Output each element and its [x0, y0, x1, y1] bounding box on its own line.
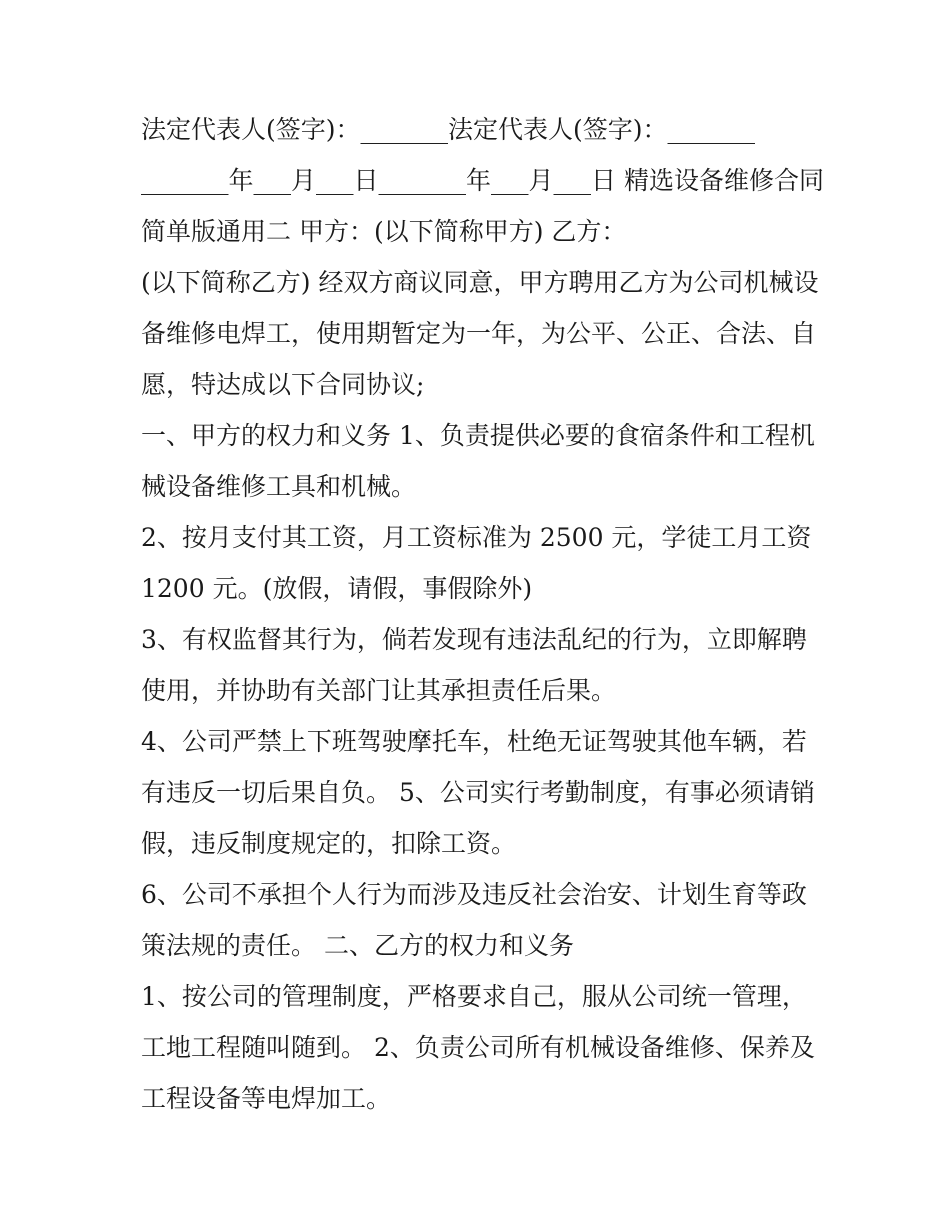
text-line: 工程设备等电焊加工。 [141, 1084, 392, 1113]
text-line: 1、按公司的管理制度，严格要求自己，服从公司统一管理， [141, 982, 807, 1011]
text-line: 2、按月支付其工资，月工资标准为 2500 元，学徒工月工资 [141, 523, 812, 552]
text-line: 愿，特达成以下合同协议; [141, 370, 425, 399]
section-heading-line: 策法规的责任。 二、乙方的权力和义务 [141, 931, 574, 960]
text-line: (以下简称乙方) 经双方商议同意，甲方聘用乙方为公司机械设 [141, 268, 819, 297]
text-line: 4、公司严禁上下班驾驶摩托车，杜绝无证驾驶其他车辆，若 [141, 727, 807, 756]
section-heading-line: 一、甲方的权力和义务 1、负责提供必要的食宿条件和工程机 [141, 421, 815, 450]
text-line: 有违反一切后果自负。 5、公司实行考勤制度，有事必须请销 [141, 778, 815, 807]
date-and-title-line: _______年___月___日_______年___月___日 精选设备维修合同 [141, 166, 824, 195]
document-body [141, 104, 824, 1124]
text-line: 械设备维修工具和机械。 [141, 472, 417, 501]
text-line: 使用，并协助有关部门让其承担责任后果。 [141, 676, 617, 705]
text-line: 1200 元。(放假，请假，事假除外) [141, 574, 533, 603]
text-line: 3、有权监督其行为，倘若发现有违法乱纪的行为，立即解聘 [141, 625, 807, 654]
text-line: 工地工程随叫随到。 2、负责公司所有机械设备维修、保养及 [141, 1033, 815, 1062]
text-line: 假，违反制度规定的，扣除工资。 [141, 829, 517, 858]
text-line: 备维修电焊工，使用期暂定为一年，为公平、公正、合法、自 [141, 319, 817, 348]
text-line: 6、公司不承担个人行为而涉及违反社会治安、计划生育等政 [141, 880, 807, 909]
signature-line: 法定代表人(签字)：_______法定代表人(签字)：_______ [141, 115, 756, 144]
parties-line: 简单版通用二 甲方：(以下简称甲方) 乙方： [141, 217, 627, 246]
